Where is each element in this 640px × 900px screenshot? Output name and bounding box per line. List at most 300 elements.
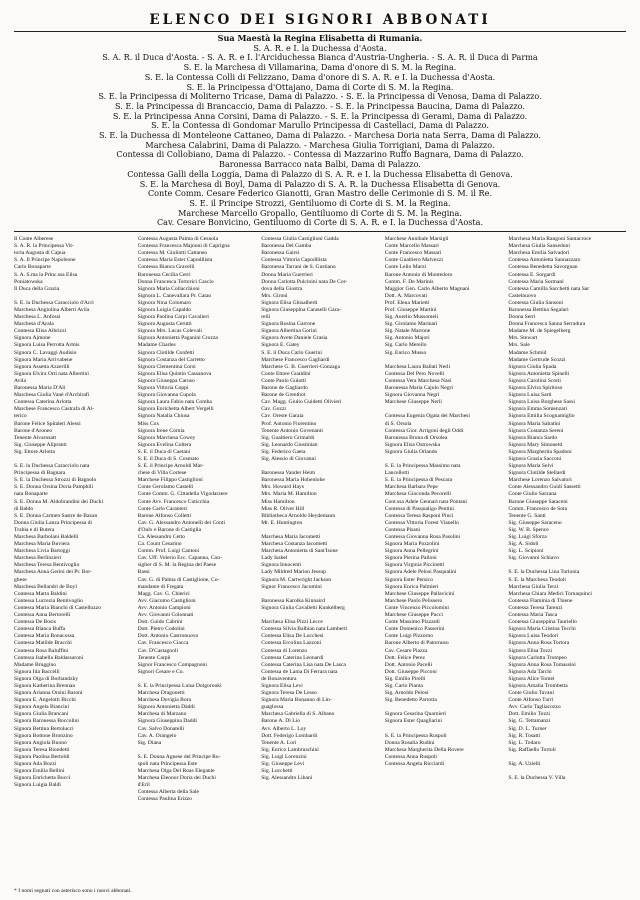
subscriber-entry: Sig. D. L. Turner <box>508 725 547 732</box>
subscriber-entry: chese di Villa Cortese <box>137 470 187 477</box>
subscriber-entry: S. E. il Duca di Caetani <box>137 448 191 455</box>
subscriber-entry: Signora Clementina Corsi <box>137 363 196 370</box>
subscriber-entry: S. E. la Duchessa Lina Torlonia <box>508 569 580 576</box>
subscriber-entry: Marchesa Dragonetti <box>137 690 185 697</box>
subscriber-entry: mandante di Fregata <box>137 583 184 590</box>
subscriber-entry: Tenente Antonio Govenanti <box>261 427 323 434</box>
subscriber-entry: S. E. la Duchessa Caracciolo d'Acri <box>14 299 94 306</box>
subscriber-entry: Sig. Carlo Merello <box>384 342 427 349</box>
subscriber-entry: Signora Carlotta Trompeo <box>508 654 567 661</box>
subscriber-entry: Baronessa Karolka Kinnaird <box>261 597 325 604</box>
subscriber-entry: Marchesa Costanza Iacometti <box>261 541 328 548</box>
subscriber-entry: Signora Angela Biancini <box>14 704 69 711</box>
footnote: * I nomi segnati con asterisco sono i nuovi abbonati. <box>14 888 132 895</box>
subscriber-entry: Signora Giovanna Cupola <box>137 392 196 399</box>
subscriber-entry: Sig. Carlo Pianta <box>384 682 423 689</box>
subscriber-entry: Lady Isabel <box>261 555 288 562</box>
subscriber-entry: Castelnuovo <box>508 292 537 299</box>
subscriber-entry: Barone Giuseppe Saraceni <box>508 498 568 505</box>
subscriber-entry: Contessa Del Pero Novelli <box>384 370 445 377</box>
subscriber-entry: Signora Adele Pelosi Pasqualini <box>384 569 457 576</box>
subscriber-entry: Cav. Salvo Donatelli <box>137 725 184 732</box>
subscriber-entry: Sig. Arnoldo Pelosi <box>384 690 429 697</box>
subscriber-entry: Conte Comm. G. Cittadella Vigodarzere <box>137 491 228 498</box>
subscriber-entry: S. A. Il Principe Napoleone <box>14 257 76 264</box>
subscriber-entry: Signora Giuseppa Caruso <box>137 377 195 384</box>
subscriber-entry: Tenente G. Santi <box>508 512 546 519</box>
subscriber-entry: Signora Maria Sabatini <box>508 420 561 427</box>
subscriber-entry: Signora Elisa Tozzi <box>508 647 552 654</box>
subscriber-entry: Signora M. Cartwright Jackson <box>261 576 332 583</box>
subscriber-entry: Marchesa Giulia Vanè d'Archirafi <box>14 392 90 399</box>
subscriber-entry: Barone Alberto di Patornuso <box>384 640 449 647</box>
subscriber-entry: terico <box>14 413 27 420</box>
subscriber-entry: Sig. Federico Gaeta <box>261 448 306 455</box>
subscriber-entry: Signora Ester Quagliarini <box>384 718 442 725</box>
royal-patron-line: S. E. la Marchesa di Villamarina, Dama d'onore di S. M. la Regina. <box>183 63 457 73</box>
subscriber-entry: S. E. la Marchesa Teodoli <box>508 576 566 583</box>
subscriber-entry: Marchese Giuseppe Pallavicini <box>384 590 455 597</box>
subscriber-entry: Signora Costanza Sereni <box>508 427 564 434</box>
subscriber-entry: Baronessa Vander Heim <box>261 470 316 477</box>
royal-patron-line: Sua Maestà la Regina Elisabetta di Rumania. <box>217 34 423 43</box>
subscriber-entry: Signora Paolina Bertoldi <box>14 753 70 760</box>
subscriber-entry: Signora Albertina Gorini <box>261 328 317 335</box>
title-rule <box>14 31 626 32</box>
subscriber-entry: Mrs. Maria M. Hamilton <box>261 491 317 498</box>
subscriber-entry: Prof. Elena Marietti <box>384 299 430 306</box>
subscriber-entry: Signora Giulia Spada <box>508 363 557 370</box>
letter-gap <box>138 676 256 683</box>
subscriber-entry: Prof. Antonio Fiorentino <box>261 420 317 427</box>
subscriber-entry: Cav. Oreste Garaia <box>261 413 304 420</box>
subscriber-entry: Dott. Antonio Pacelli <box>384 661 433 668</box>
letter-gap <box>385 726 503 733</box>
subscriber-entry: Signora Ester Persico <box>384 576 433 583</box>
subscriber-entry: Signora Enrichetta Albert Vergelli <box>137 406 214 413</box>
subscriber-entry: Conte Massimo Pizzardi <box>384 619 440 626</box>
subscriber-entry: Marchese Paolo Pelissero <box>384 597 443 604</box>
subscriber-entry: Signora Elvira Spiritoso <box>508 385 563 392</box>
subscriber-entry: Baronessa Tarrani de S. Gustiano <box>261 264 336 271</box>
subscriber-entry: Donna Francesca Sanna Serradura <box>508 321 586 328</box>
subscriber-entry: Marchese Giuseppe Nerli <box>384 399 442 406</box>
subscriber-entry: Signora Anna Rosa Tortora <box>508 640 570 647</box>
subscriber-entry: Signora Enrichetta Bucci <box>14 775 71 782</box>
subscriber-entry: Sig. Antonio Majori <box>384 335 430 342</box>
subscriber-entry: Baronessa Gairsi <box>261 250 300 257</box>
subscriber-entry: Signora Enrica Palmieri <box>384 583 439 590</box>
subscriber-entry: Sig. Enrico Musso <box>384 349 427 356</box>
subscriber-entry: Marchesa Berlinzieri <box>14 555 62 562</box>
subscriber-entry: Signora Teresa Biondetti <box>14 746 70 753</box>
subscriber-entry: Donna Carlotta Pulcinini nata De Cor- <box>261 278 348 285</box>
subscriber-entry: Contessa Silvia Balbian nata Lamberti <box>261 626 348 633</box>
subscriber-entry: Contessa Bianca Buffa <box>14 626 66 633</box>
subscriber-entry: Signora Katherina Brennan <box>14 682 76 689</box>
subscriber-entry: Signora Antonietta Spinelli <box>508 370 570 377</box>
subscriber-entry: Marchesa Livia Bartoggi <box>14 548 70 555</box>
subscriber-entry: Lancellotti <box>384 470 410 477</box>
subscriber-entry: Signora Paolina Carpi Cavalieri <box>137 314 209 321</box>
subscriber-entry: Marchesa Antonietta di Sant'Isone <box>261 548 338 555</box>
subscriber-entry: Contessa Maria Bonacossa <box>14 633 75 640</box>
royal-patron-line: S. E. la Marchesa di Boyl, Dama di Palazzo di S. A. R. la Duchessa Elisabetta di Genova. <box>139 179 501 189</box>
subscriber-entry: S. E. il Duca Carlo Guerini <box>261 349 322 356</box>
subscriber-entry: Marchesa Emilia Salvadori <box>508 250 570 257</box>
subscriber-entry: Contessa Teresa Tarenzi <box>508 604 563 611</box>
subscriber-entry: Baronessa Cecilia Cerri <box>137 271 191 278</box>
subscriber-entry: Tenente A. Lori <box>261 739 297 746</box>
subscriber-entry: Marchesa Barbolani Baldelli <box>14 534 79 540</box>
subscriber-entry: Conte Giulio Tavani <box>508 690 554 697</box>
subscriber-entry: Sig. L. Todaro <box>508 739 541 746</box>
subscriber-entry: Madame Schmid <box>508 349 547 356</box>
subscriber-entry: Tenente Alvarosatt <box>14 434 57 441</box>
letter-gap <box>508 768 626 775</box>
subscriber-entry: Marchesa Maria Rangoni Santacroce <box>508 236 592 243</box>
subscriber-entry: Signora L. Canevallara Pr. Catao <box>137 292 212 299</box>
letter-gap <box>261 527 379 534</box>
subscriber-entry: di S. Orsola <box>384 420 412 427</box>
subscriber-entry: Contessa Lucrezia Bentivoglio <box>14 597 83 604</box>
subscriber-entry: Signora Elisa Ostrowska <box>384 441 441 448</box>
subscriber-entry: Marchesa Gabriella di S. Albano <box>261 711 335 718</box>
royal-patron-line: Contessa di Collobiano, Dama di Palazzo. - Contessa di Mazzarino Ruffo Bagnara, Dama di Palazzo. <box>116 150 524 160</box>
royal-patron-line: Cav. Cesare Bonvicino, Gentiluomo di Corte di S. A. R. e I. la Duchessa d'Aosta. <box>156 218 484 228</box>
subscriber-entry: Bibliotheca Arnoldo Heydemann <box>261 512 336 519</box>
royal-patron-line: S. E. la Principessa di Brancaccio, Dama di Palazzo. - S. E. la Principessa Baucina, Dama di Palazzo. <box>115 101 525 111</box>
subscriber-entry: Marchesa Teresa Bentivoglio <box>14 562 80 569</box>
subscriber-entry: Mrs. Gironi <box>261 292 288 299</box>
subscriber-entry: Avv. Giovanni Colonnati <box>137 612 194 619</box>
subscriber-entry: Miss Hamilton <box>261 498 295 505</box>
subscriber-entry: Sig. Luigi Sforza <box>508 534 547 540</box>
subscriber-entry: Contessa Ercolina Lazzoni <box>261 640 322 647</box>
subscriber-entry: toria Augusta di Capua <box>14 250 66 257</box>
subscriber-entry: Marchesa L. Anfossi <box>14 314 61 321</box>
subscriber-entry: Contessa Benedetta Savorgnan <box>508 264 578 271</box>
subscriber-entry: Dott. Felice Perez <box>384 654 426 661</box>
subscriber-entry: Donna Serri <box>508 314 536 321</box>
subscriber-entry: Conte Giulio Sarzana <box>508 491 557 498</box>
subscriber-entry: Cav. Gozzi <box>261 406 286 413</box>
subscriber-entry: Sig. Girolamo Marinari <box>384 321 438 328</box>
subscriber-entry: Trabia e di Butera <box>14 526 55 533</box>
subscriber-entry: S. E. la Principessa di Pescara <box>384 477 453 484</box>
subscriber-entry: Dott. Pietro Codolini <box>137 626 185 633</box>
subscriber-entry: Bassi <box>137 569 150 576</box>
subscriber-entry: Contessa Maria Tasca <box>508 612 558 619</box>
subscriber-entry: S. E. Donna Carmen Sastre de Bazan <box>14 512 98 519</box>
subscriber-entry: Avv. Alberto L. Loy <box>261 725 307 732</box>
subscriber-entry: Sig. Ettore Arlotta <box>14 448 55 455</box>
royal-patron-line: Baronessa Barracco nata Balbi, Dama di Palazzo. <box>219 160 421 170</box>
subscriber-entry: Madame Charles <box>137 342 176 349</box>
subscriber-entry: Signora Giulia Brancani <box>14 711 69 718</box>
letter-gap <box>14 293 132 300</box>
subscriber-entry: Marchesa Giulia Sansedoni <box>508 243 570 250</box>
subscriber-entry: Dott. Federigo Lombardi <box>261 732 318 739</box>
subscriber-entry: Marchese Francesco Gagliardi <box>261 356 330 363</box>
subscriber-entry: Madame Bruggino <box>14 661 57 668</box>
subscriber-entry: S. E. Donna Orsina Doria Pamphili <box>14 484 94 491</box>
subscriber-entry: Signora Luisa Borghese Sassi <box>508 399 575 406</box>
subscriber-column-3 <box>261 236 379 886</box>
subscriber-entry: Contessa Vittoria Capodilista <box>261 257 327 264</box>
subscriber-entry: Sig. Raffaello Tortoli <box>508 746 556 753</box>
subscriber-entry: Contessa Eugenia Ogata dei Marchesi <box>384 413 470 420</box>
subscriber-entry: Sig. Natale Marrone <box>384 328 431 335</box>
subscriber-entry: Avv. Antonio Campioni <box>137 604 191 611</box>
royal-patron-line: S. E. la Contessa Colli di Felizzano, Dama d'onore di S. A. R. e I. la Duchessa d'Aosta. <box>144 72 496 82</box>
subscriber-entry: Signora Grazia Sacconi <box>508 455 562 462</box>
subscriber-entry: Poniatowska <box>14 278 43 285</box>
subscriber-entry: Conte Avv. Francesco Cuticchia <box>137 498 210 505</box>
subscriber-entry: Conte Paolo Gulotti <box>261 377 306 384</box>
subscriber-entry: Signora Antonietta Dàddi <box>137 704 195 711</box>
subscriber-entry: Signora Maria Bonanno di Lin- <box>261 697 332 704</box>
subscriber-entry: Contessa E. Sorgardi <box>508 271 556 278</box>
subscriber-entry: Baronessa Maria D'Ali <box>14 385 66 392</box>
subscriber-entry: Contessa Giulia Sansoni <box>508 299 564 306</box>
subscriber-entry: Signora Avete Daniele Grasia <box>261 335 328 342</box>
subscriber-entry: Dott. Giuseppe Picconi <box>384 668 437 675</box>
royal-patron-line: S. E. il Principe Strozzi, Gentiluomo di Corte di S. M. la Regina. <box>189 198 451 208</box>
subscriber-entry: Signora Pierina Palloni <box>384 555 437 562</box>
subscriber-entry: Signori Cesare e Co. <box>137 668 184 675</box>
subscriber-entry: Contessa Flaminia di Thiene <box>508 597 573 604</box>
page-title: ELENCO DEI SIGNORI ABBONATI <box>149 12 491 28</box>
subscriber-entry: Signora Bianca Sardo <box>508 434 558 441</box>
subscriber-entry: Barone de Gagliardo <box>261 385 308 392</box>
subscriber-entry: Signora Olga di Borbandzky <box>14 675 79 682</box>
subscriber-entry: Contessa Augusta Palma di Cesnola <box>137 236 219 243</box>
subscriber-entry: Conte Carlo Caranteri <box>137 505 187 512</box>
subscriber-entry: Sig. Giuseppe Saraceno <box>508 519 562 526</box>
subscriber-entry: Lady Mildred Marion Jessup <box>261 569 326 576</box>
subscriber-entry: Avv. Carlo Tagliacozzo <box>508 704 561 711</box>
subscriber-entry: Comm. Francesco de Sota <box>508 505 568 512</box>
subscriber-entry: ghese <box>14 576 27 583</box>
subscriber-entry: Contessa Elisa Albrizzi <box>14 328 67 335</box>
subscriber-entry: Marchesa Chiara Medici Tornaquinci <box>508 590 592 597</box>
subscriber-entry: Tenente Carpii <box>137 654 171 661</box>
subscriber-entry: Contessa Vera Marchesa Nasi <box>384 377 452 384</box>
subscriber-entry: Signora Giulia Cavalletti Kunkelberg <box>261 604 345 611</box>
subscriber-entry: Marchese Annibale Marsigli <box>384 236 449 243</box>
subscriber-entry: Signora Emma Somenzari <box>508 406 568 413</box>
subscriber-entry: Conte Alessandro Guidi Sassetti <box>508 484 581 491</box>
subscriber-entry: Signora Irene Cornia <box>137 427 185 434</box>
subscriber-entry: Sig. Luigi Lorenzini <box>261 753 307 760</box>
subscriber-entry: S. E. la Principessa Ruspoli <box>384 732 447 739</box>
subscriber-entry: Contessa di Pasqualigo Pentini <box>384 505 454 512</box>
subscriber-entry: Contessa Caterina Arlotta <box>14 399 72 406</box>
subscriber-entry: Contessa Bianca Gravelli <box>137 264 195 271</box>
subscriber-entry: Marchesa Maria Iacometti <box>261 534 321 540</box>
subscriber-entry: Mrs. Sale <box>508 342 530 349</box>
royal-patron-line: S. E. la Principessa d'Ottajano, Dama di Corte di S. M. la Regina. <box>186 82 454 92</box>
subscriber-entry: Carlo Bonaparte <box>14 264 51 271</box>
subscriber-entry: Baronessa Bruna di Orsolea <box>384 434 448 441</box>
subscriber-entry: d'Oulx e Barone di Castiglia <box>137 526 202 533</box>
subscriber-entry: Barone d'Aroneo <box>14 427 53 434</box>
subscriber-entry: Signora Baronessa Boccolini <box>14 718 79 725</box>
subscriber-entry: Contessa M. Giuliotti Cattaneo <box>137 250 208 257</box>
subscriber-entry: Conte Vincenzo Piccolomini <box>384 604 449 611</box>
letter-gap <box>138 747 256 754</box>
subscriber-entry: Contessa Matilde Bracchi <box>14 640 72 647</box>
subscriber-entry: Conte Gualtiero Malvezzi <box>384 257 443 264</box>
subscriber-entry: Contessa Angela Ricciardi <box>384 761 445 767</box>
subscriber-entry: Cav. Uff. Volerio Ecc. Capanna, Con- <box>137 555 222 562</box>
subscriber-column-5 <box>508 236 626 886</box>
subscriber-entry: Avila <box>14 377 27 384</box>
subscriber-entry: Signora Elisa Levi <box>261 682 303 689</box>
subscriber-entry: Signora Maria Cristina Tecchi <box>508 626 576 633</box>
subscriber-entry: Signora Natalia Chiusa <box>137 413 190 420</box>
subscriber-entry: Dott. A. Marcovati <box>384 292 428 299</box>
subscriber-entry: Signora Nina Colomaro <box>137 299 192 306</box>
letter-gap <box>385 357 503 364</box>
subscriber-entry: Contessa Camilla Sacchetti nata Sar <box>508 285 590 292</box>
subscriber-entry: Signora Giulia Orlando <box>384 448 438 455</box>
subscriber-entry: Dott. Antonio Castronuovo <box>137 633 199 640</box>
subscriber-entry: Signora Emilia Bellini <box>14 768 65 775</box>
subscriber-entry: Sig. Gualtiero Grimaldi <box>261 434 315 441</box>
subscriber-entry: Baronessa Maria Hohenlohe <box>261 477 325 484</box>
subscriber-columns <box>14 236 626 886</box>
subscriber-entry: Signora Elisa Ghisalberti <box>261 299 318 306</box>
subscriber-entry: Sig. Alessio di Giovanni <box>261 455 316 462</box>
subscriber-entry: S. E. la Principessa Massimo nata <box>384 463 461 470</box>
subscriber-entry: Signora Emilia Scognamiglio <box>508 413 575 420</box>
subscriber-entry: Signora Giuseppina Caraselli Gara- <box>261 307 341 313</box>
subscriber-entry: Barone Alfonso Colletti <box>137 512 192 519</box>
subscriber-entry: Marchesa Laura Ballati Nerli <box>384 363 451 370</box>
subscriber-entry: Signora Rosina Garrone <box>261 321 316 328</box>
subscriber-entry: siglier di S. M. la Regina del Paese <box>137 562 217 569</box>
subscriber-entry: Madame Gertrude Scozzi <box>508 356 566 363</box>
subscriber-entry: Marchese G. B. Guerrieri-Gonzaga <box>261 363 340 370</box>
subscriber-entry: Contessa Giuseppina Tauriello <box>508 619 577 626</box>
subscriber-entry: Marchesa Margherita Della Rovere <box>384 746 464 753</box>
subscriber-entry: S. E. il Principe Arnoldi Mar- <box>137 463 204 470</box>
subscriber-entry: Magg. Cav. G. Chierici <box>137 590 190 597</box>
subscriber-entry: Signora Luisa Sarti <box>508 392 552 399</box>
subscriber-entry: Cav. Magg. Giulio Guidetti Olivieri <box>261 399 342 406</box>
subscriber-entry: S. A. S.ma la Princ.ssa Elisa <box>14 271 78 278</box>
subscriber-entry: Sig. Aurelio Mussomeli <box>384 314 439 321</box>
royal-patron-line: S. E. la Principessa Anna Corsini, Dama di Palazzo. - S. E. la Principessa di Gerami, Dama di Palazzo. <box>112 111 528 121</box>
subscriber-entry: Signora Assetta Azzerilli <box>14 363 70 370</box>
letter-gap <box>261 591 379 598</box>
royal-patron-line: S. E. la Contessa di Gondomar Marullo Principessa di Castellaci, Dama di Palazzo. <box>151 121 489 131</box>
subscriber-entry: Signora Clotilde Confetti <box>137 349 195 356</box>
letter-gap <box>261 463 379 470</box>
subscriber-entry: Donna Francesca Tortorici Cascio <box>137 278 214 285</box>
subscriber-entry: Contessa Antonietta Sannazzaro <box>508 257 581 264</box>
subscriber-entry: Donna Maria Guerrieri <box>261 271 313 278</box>
subscriber-entry: Avv. Giacomo Castiglioni <box>137 597 196 604</box>
subscriber-entry: Signora Luigia Baldi <box>14 782 61 789</box>
subscriber-entry: Sig. Giuseppe Alipranti <box>14 441 67 448</box>
subscriber-entry: Signora Maria Collacchioni <box>137 285 200 292</box>
royal-patron-line: S. A. R. e I. la Duchessa d'Aosta. <box>253 43 387 53</box>
subscriber-entry: Contessa Elisa De Lucchesi <box>261 633 324 640</box>
subscriber-entry: Dott. Guido Cabrini <box>137 619 183 626</box>
subscriber-entry: Dott. Emilio Tozzi <box>508 711 550 718</box>
letter-gap <box>385 704 503 711</box>
subscriber-entry: Signora Teresa De Lesso <box>261 690 317 697</box>
subscriber-entry: Contessa Rosa Baluffini <box>14 647 69 654</box>
subscriber-entry: Signora Amalia Trombetta <box>508 682 568 689</box>
subscriber-entry: Signora Innocenti <box>261 562 302 569</box>
subscriber-entry: Sig. A. Sidoli <box>508 541 539 548</box>
subscriber-entry: Ca. Count Cesarino <box>137 541 182 548</box>
subscriber-entry: Mrs. Howard Hays <box>261 484 304 491</box>
subscriber-entry: Barone A. Di Lio <box>261 718 301 725</box>
subscriber-entry: Sig. Lucchetti <box>261 768 293 775</box>
subscriber-entry: Principessa di Bagnara <box>14 470 66 477</box>
subscriber-entry: Miss Cox <box>137 420 160 427</box>
subscriber-entry: Contessa Anna Ruspoli <box>384 753 437 760</box>
subscriber-entry: Marchesa Anna Gerini dei Pr. Bor- <box>14 569 92 576</box>
subscriber-entry: Signora Vittoria Coppi <box>137 385 189 392</box>
subscriber-entry: Donna Giulia Lanza Principessa di <box>14 519 92 526</box>
subscriber-entry: Signora Carolina Scotti <box>508 377 561 384</box>
subscriber-entry: Signora Clotilde Stellardi <box>508 470 566 477</box>
subscriber-entry: Signor Francesco Compagnoni <box>137 661 207 668</box>
subscriber-entry: Contessa Maria Ester Capodilista <box>137 257 213 264</box>
subscriber-entry: Miss R. Oliver Hill <box>261 505 305 512</box>
subscriber-entry: Signora Ada Tarchi <box>508 668 552 675</box>
subscriber-entry: Sig. Giuseppe Levi <box>261 761 305 767</box>
letter-gap <box>261 612 379 619</box>
subscriber-entry: Signora Luisa Perrotta Armis <box>14 342 80 349</box>
subscriber-entry: Signora Mary Simonetti <box>508 441 563 448</box>
subscriber-entry: Contessa Caterina Leonardi <box>261 654 324 661</box>
subscriber-entry: Conte Francesco Massari <box>384 250 442 257</box>
subscriber-entry: S. E. la Principessa Luisa Dolgorouki <box>137 682 222 689</box>
subscriber-entry: Contessa Francesca Majnoni di Caprigna <box>137 243 230 250</box>
subscriber-entry: Comm. F. De Marinis <box>384 278 434 285</box>
subscriber-entry: Signora Laura Fabio nata Comba <box>137 399 212 406</box>
subscriber-entry: Conte Lelio Marzi <box>384 264 427 271</box>
subscriber-entry: Cav. A. Orangelo <box>137 732 177 739</box>
subscriber-entry: Signora Angiola Buono <box>14 739 67 746</box>
subscriber-entry: Cont.ssa Adele Gennari nata Pontani <box>384 498 467 505</box>
subscriber-column-2 <box>138 236 256 886</box>
subscriber-entry: dova della Giostra <box>261 285 303 292</box>
subscriber-entry: Sig. L. Scipioni <box>508 548 544 555</box>
subscriber-entry: Conte Marcello Massari <box>384 243 439 250</box>
subscriber-entry: Contessa Marta Baldini <box>14 590 67 597</box>
subscriber-entry: Sig. Leonardo Giustinian <box>261 441 318 448</box>
subscriber-entry: Marchese Francesco Castrafa di Al- <box>14 406 95 413</box>
royal-patron-line: Contessa Galli della Loggia, Dama di Palazzo di S. A. R. e I. la Duchessa Elisabetta di Genova. <box>127 169 513 179</box>
subscriber-entry: Signora Anna Pellegrini <box>384 548 439 555</box>
subscriber-entry: Marchesa Gioconda Pecorelli <box>384 491 451 498</box>
subscriber-entry: Barone Felice Spitaleri Alessi <box>14 420 81 427</box>
subscriber-entry: Cav. Francesco Ciacca <box>137 640 189 647</box>
subscriber-entry: Prof. Giuseppe Martini <box>384 307 437 313</box>
subscriber-entry: Marchesa Giulia Terzi <box>508 583 559 590</box>
subscriber-entry: S. E. la Duchessa V. Villa <box>508 775 566 782</box>
subscriber-entry: Signora Ajmone <box>14 335 51 342</box>
subscriber-entry: Sig. Diana <box>137 739 162 746</box>
